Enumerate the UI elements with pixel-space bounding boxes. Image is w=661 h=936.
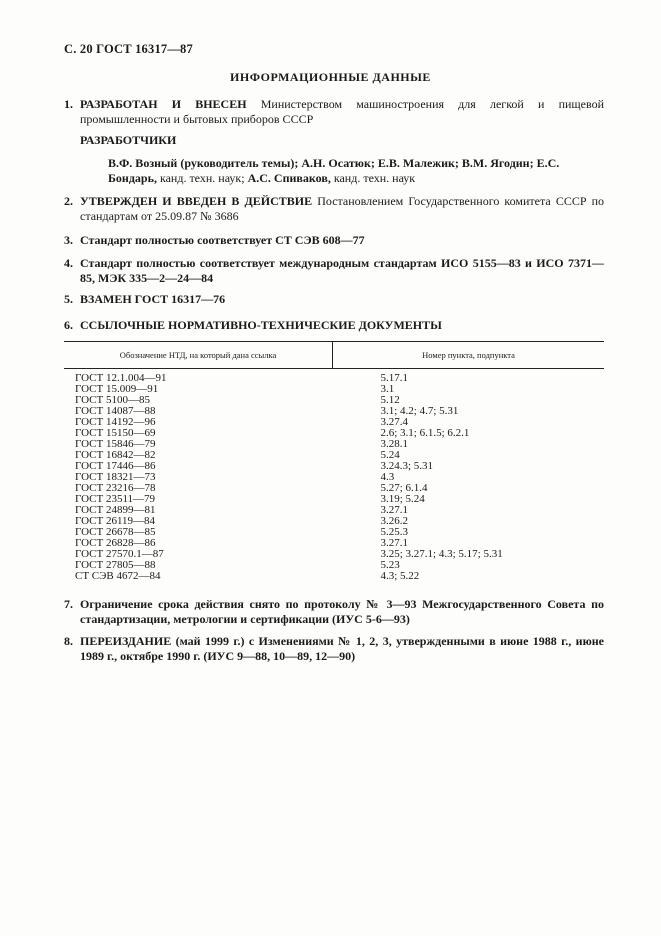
item-number: 4. <box>64 256 73 270</box>
item-lead: ПЕРЕИЗДАНИЕ <box>80 634 172 648</box>
page-header: С. 20 ГОСТ 16317—87 <box>64 42 193 56</box>
clause-cell: 3.1 <box>380 383 395 395</box>
document-cell: ГОСТ 18321—73 <box>75 471 156 483</box>
table-header-row <box>64 342 604 369</box>
clause-cell: 3.27.1 <box>380 537 408 549</box>
clause-cell: 5.27; 6.1.4 <box>380 482 428 494</box>
document-cell: ГОСТ 15.009—91 <box>75 383 159 395</box>
document-cell: ГОСТ 17446—86 <box>75 460 156 472</box>
column-header-document: Обозначение НТД, на который дана ссылка <box>64 342 333 369</box>
item-text: Постановлением Государственного комитета СССР по стандартам от 25.09.87 № 3686 <box>80 194 605 223</box>
table-row <box>64 571 604 582</box>
table-body <box>64 369 604 583</box>
document-cell: ГОСТ 14192—96 <box>75 416 156 428</box>
item-text: Стандарт полностью соответствует СТ СЭВ 608—77 <box>80 233 365 247</box>
item-text: Ограничение срока действия снято по протоколу № 3—93 Межгосударственного Совета по стандартизации, метрологии и сертификации (ИУС 5-6—93) <box>80 597 604 626</box>
document-cell: ГОСТ 26678—85 <box>75 526 156 538</box>
item-number: 5. <box>64 292 73 306</box>
document-cell: ГОСТ 14087—88 <box>75 405 156 417</box>
item-number: 2. <box>64 194 73 208</box>
item-6 <box>64 318 604 333</box>
clause-cell: 3.27.1 <box>380 504 408 516</box>
item-3 <box>64 233 604 248</box>
item-5 <box>64 292 604 307</box>
developer-names: В.Ф. Возный (руководитель темы); А.Н. Осатюк; Е.В. Малежик; В.М. Ягодин; Е.С. Бондарь, <box>108 156 560 185</box>
clause-cell: 5.25.3 <box>380 526 408 538</box>
item-lead: УТВЕРЖДЕН И ВВЕДЕН В ДЕЙСТВИЕ <box>80 194 313 208</box>
item-number: 3. <box>64 233 73 247</box>
clause-cell: 3.1; 4.2; 4.7; 5.31 <box>380 405 459 417</box>
document-cell: ГОСТ 15150—69 <box>75 427 156 439</box>
item-text: (май 1999 г.) с Изменениями № 1, 2, 3, утвержденными в июне 1988 г., июне 1989 г., октябре 1990 г. (ИУС 9—88, 10—89, 12—90) <box>80 634 604 663</box>
clause-cell: 3.28.1 <box>380 438 408 450</box>
item-8 <box>64 634 604 664</box>
item-text: Министерством машиностроения для легкой и пищевой промышленности и бытовых приборов СССР <box>80 97 604 126</box>
clause-cell: 4.3 <box>380 471 395 483</box>
clause-cell: 2.6; 3.1; 6.1.5; 6.2.1 <box>380 427 470 439</box>
clause-cell: 3.25; 3.27.1; 4.3; 5.17; 5.31 <box>380 548 503 560</box>
document-cell: ГОСТ 26119—84 <box>75 515 156 527</box>
clause-cell: 5.12 <box>380 394 400 406</box>
page-title: ИНФОРМАЦИОННЫЕ ДАННЫЕ <box>230 70 431 84</box>
developer-names: А.С. Спиваков, <box>247 171 331 185</box>
clause-cell: 4.3; 5.22 <box>380 570 420 582</box>
clause-cell: 5.24 <box>380 449 400 461</box>
document-cell: ГОСТ 15846—79 <box>75 438 156 450</box>
clause-cell: 3.24.3; 5.31 <box>380 460 434 472</box>
item-number: 1. <box>64 97 73 111</box>
clause-cell: 3.26.2 <box>380 515 408 527</box>
item-number: 6. <box>64 318 73 332</box>
clause-cell: 3.27.4 <box>380 416 408 428</box>
document-cell: ГОСТ 16842—82 <box>75 449 156 461</box>
column-header-clause: Номер пункта, подпункта <box>333 342 605 369</box>
developers-heading: РАЗРАБОТЧИКИ <box>80 133 177 147</box>
item-7 <box>64 597 604 627</box>
document-cell: ГОСТ 23511—79 <box>75 493 156 505</box>
item-text: ВЗАМЕН ГОСТ 16317—76 <box>80 292 226 306</box>
document-cell: ГОСТ 5100—85 <box>75 394 150 406</box>
reference-table <box>64 341 604 582</box>
document-cell: ГОСТ 26828—86 <box>75 537 156 549</box>
developer-degree: канд. техн. наук <box>333 171 416 185</box>
document-cell: ГОСТ 24899—81 <box>75 504 156 516</box>
item-text: ССЫЛОЧНЫЕ НОРМАТИВНО-ТЕХНИЧЕСКИЕ ДОКУМЕНТЫ <box>80 318 442 332</box>
developer-degree: канд. техн. наук; <box>159 171 245 185</box>
clause-cell: 3.19; 5.24 <box>380 493 425 505</box>
developers-list <box>108 156 603 186</box>
item-1 <box>64 97 604 127</box>
document-cell: СТ СЭВ 4672—84 <box>75 570 161 582</box>
document-cell: ГОСТ 27805—88 <box>75 559 156 571</box>
item-lead: РАЗРАБОТАН И ВНЕСЕН <box>80 97 247 111</box>
document-cell: ГОСТ 23216—78 <box>75 482 156 494</box>
document-cell: ГОСТ 12.1.004—91 <box>75 372 167 384</box>
item-number: 8. <box>64 634 73 648</box>
item-2 <box>64 194 604 224</box>
table-row <box>64 369 604 385</box>
item-number: 7. <box>64 597 73 611</box>
clause-cell: 5.23 <box>380 559 400 571</box>
item-text: Стандарт полностью соответствует международным стандартам ИСО 5155—83 и ИСО 7371—85, МЭК 335—2—24—84 <box>80 256 604 285</box>
clause-cell: 5.17.1 <box>380 372 408 384</box>
item-4 <box>64 256 604 286</box>
document-cell: ГОСТ 27570.1—87 <box>75 548 164 560</box>
